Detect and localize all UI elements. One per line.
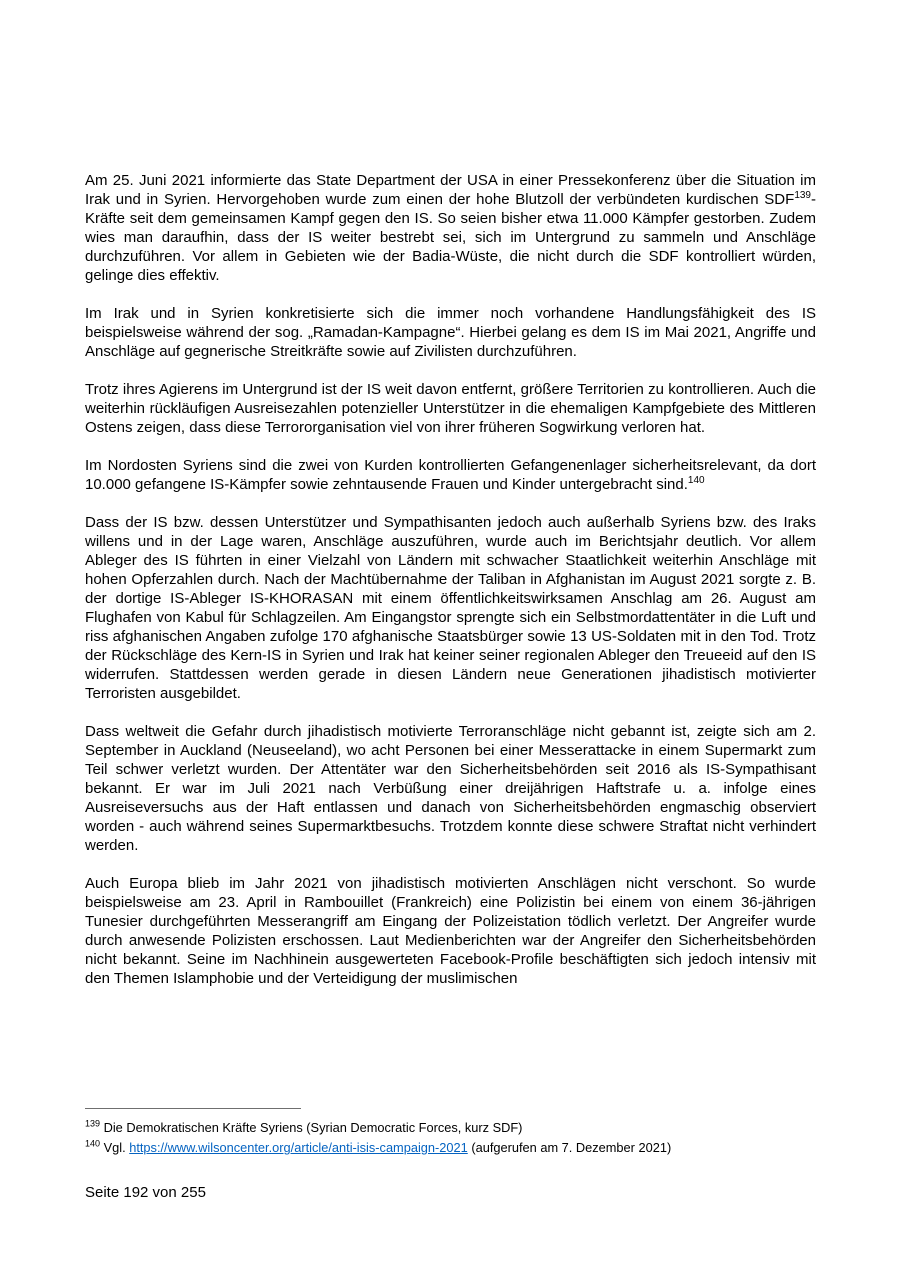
footnote-reference: 140 (687, 475, 705, 486)
body-paragraphs (85, 171, 816, 1007)
page-footer: Seite 192 von 255 (85, 1184, 206, 1201)
paragraph: Im Nordosten Syriens sind die zwei von Kurden kontrollierten Gefangenenlager sicherheitsrelevant, da dort 10.000 gefangene IS-Kämpfer sowie zehntausende Frauen und Kinder untergebracht sind.$^{140}$ (85, 457, 816, 493)
paragraph: Dass der IS bzw. dessen Unterstützer und Sympathisanten jedoch auch außerhalb Syriens bzw. des Iraks willens und in der Lage waren, Anschläge auszuführen, wurde auch im Berichtsjahr deutlich. Vor allem Ableger des IS führten in einer Vielzahl von Ländern mit schwacher Staatlichkeit weiterhin Anschläge mit hohen Opferzahlen durch. Nach der Machtübernahme der Taliban in Afghanistan im August 2021 sorgte z. B. der dortige IS-Ableger IS-KHORASAN mit einem öffentlichkeitswirksamen Anschlag am 26. August am Flughafen von Kabul für Schlagzeilen. Am Eingangstor sprengte sich ein Selbstmordattentäter in die Luft und riss afghanischen Angaben zufolge 170 afghanische Staatsbürger sowie 13 US-Soldaten mit in den Tod. Trotz der Rückschläge des Kern-IS in Syrien und Irak hat keiner seiner regionalen Ableger den Treueeid auf den IS widerrufen. Stattdessen werden gerade in diesen Ländern neue Generationen jihadistisch motivierter Terroristen ausgebildet. (85, 514, 816, 702)
paragraph: Im Irak und in Syrien konkretisierte sich die immer noch vorhandene Handlungsfähigkeit des IS beispielsweise während der sog. „Ramadan-Kampagne“. Hierbei gelang es dem IS im Mai 2021, Angriffe und Anschläge auf gegnerische Streitkräfte sowie auf Zivilisten durchzuführen. (85, 305, 816, 360)
paragraph: Dass weltweit die Gefahr durch jihadistisch motivierte Terroranschläge nicht gebannt ist, zeigte sich am 2. September in Auckland (Neuseeland), wo acht Personen bei einer Messerattacke in einem Supermarkt zum Teil schwer verletzt wurden. Der Attentäter war den Sicherheitsbehörden seit 2016 als IS-Sympathisant bekannt. Er war im Juli 2021 nach Verbüßung einer dreijährigen Haftstrafe u. a. infolge eines Ausreiseversuchs aus der Haft entlassen und danach von Sicherheitsbehörden engmaschig observiert worden - auch während seines Supermarktbesuchs. Trotzdem konnte diese schwere Straftat nicht verhindert werden. (85, 723, 816, 854)
paragraph: Trotz ihres Agierens im Untergrund ist der IS weit davon entfernt, größere Territorien zu kontrollieren. Auch die weiterhin rückläufigen Ausreisezahlen potenzieller Unterstützer in die ehemaligen Kampfgebiete des Mittleren Ostens zeigen, dass diese Terrororganisation viel von ihrer früheren Sogwirkung verloren hat. (85, 381, 816, 436)
paragraph: Am 25. Juni 2021 informierte das State Department der USA in einer Pressekonferenz über die Situation im Irak und in Syrien. Hervorgehoben wurde zum einen der hohe Blutzoll der verbündeten kurdischen SDF$^{139}$-Kräfte seit dem gemeinsamen Kampf gegen den IS. So seien bisher etwa 11.000 Kämpfer gestorben. Zudem wies man daraufhin, dass der IS weiter bestrebt sei, sich im Untergrund zu sammeln und Anschläge durchzuführen. Vor allem in Gebieten wie der Badia-Wüste, die nicht durch die SDF kontrolliert würden, gelinge dies effektiv. (85, 172, 816, 284)
hyperlink[interactable]: https://www.wilsoncenter.org/article/anti-isis-campaign-2021 (129, 1140, 468, 1155)
footnote: $^{139}$ Die Demokratischen Kräfte Syriens (Syrian Democratic Forces, kurz SDF) (85, 1118, 523, 1135)
paragraph: Auch Europa blieb im Jahr 2021 von jihadistisch motivierten Anschlägen nicht verschont. So wurde beispielsweise am 23. April in Rambouillet (Frankreich) eine Polizistin bei einem von einem 36-jährigen Tunesier durchgeführten Messerangriff am Eingang der Polizeistation tödlich verletzt. Der Angreifer wurde durch anwesende Polizisten erschossen. Laut Medienberichten war der Angreifer den Sicherheitsbehörden nicht bekannt. Seine im Nachhinein ausgewerteten Facebook-Profile beschäftigten sich jedoch intensiv mit den Themen Islamphobie und der Verteidigung der muslimischen (85, 875, 816, 987)
footnote-marker: 140 (85, 1138, 101, 1149)
footnote-reference: 139 (794, 190, 811, 201)
footnote: $^{140}$ Vgl. https://www.wilsoncenter.org/article/anti-isis-campaign-2021 (aufgerufen am 7. Dezember 2021) (85, 1138, 672, 1155)
footnote-area (85, 1108, 816, 1158)
footnote-list (85, 1118, 816, 1158)
footnote-marker: 139 (85, 1118, 101, 1129)
footnote-separator (85, 1108, 301, 1109)
